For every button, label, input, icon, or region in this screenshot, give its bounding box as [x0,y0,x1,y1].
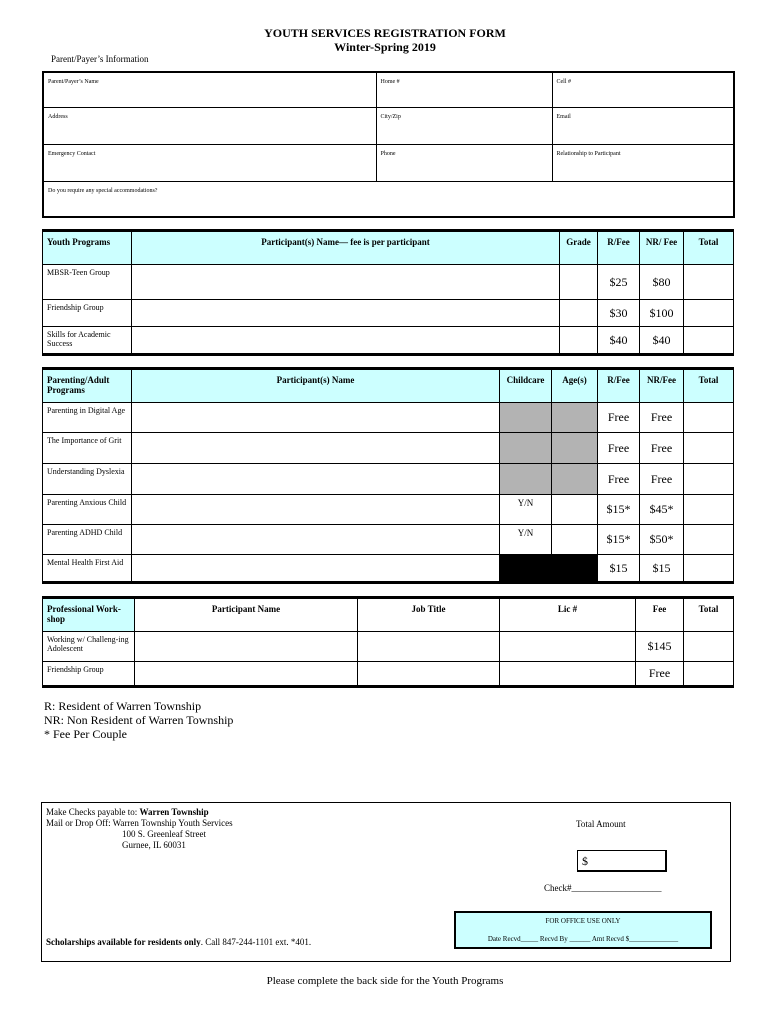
program-name: MBSR-Teen Group [43,265,132,300]
childcare-cell [500,433,552,464]
participant-name-input[interactable] [135,662,358,687]
youth-programs-table [42,229,734,356]
fee-legend [44,699,233,741]
r-fee-header: R/Fee [598,231,640,265]
form-subtitle: Winter-Spring 2019 [334,40,436,54]
nr-fee: Free [640,403,684,433]
make-checks-prefix: Make Checks payable to: [46,807,140,817]
participant-name-input[interactable] [132,555,500,583]
table-row [43,403,734,433]
fee: Free [636,662,684,687]
r-fee: Free [598,403,640,433]
program-name: Parenting ADHD Child [43,525,132,555]
total-input[interactable] [684,525,734,555]
accommodations-field[interactable] [43,181,734,217]
program-name: Friendship Group [43,662,135,687]
childcare-yn[interactable]: Y/N [500,525,552,555]
r-fee: $15 [598,555,640,583]
table-row [43,265,734,300]
r-fee: Free [598,433,640,464]
email-field[interactable] [552,107,734,144]
parent-info-table [42,71,735,218]
total-header: Total [684,369,734,403]
total-input[interactable] [684,632,734,662]
cell-phone-label: Cell # [556,79,571,85]
table-row [43,632,734,662]
table-row [43,525,734,555]
phone-label: Phone [380,150,396,157]
childcare-cell [500,555,552,583]
participant-name-header: Participant(s) Name— fee is per participant [132,231,560,265]
r-fee: $15* [598,495,640,525]
address-field[interactable] [43,107,376,144]
license-input[interactable] [500,662,636,687]
table-row [43,300,734,327]
city-zip-label: City/Zip [380,113,401,120]
total-amount-label: Total Amount [576,819,626,829]
r-fee: $15* [598,525,640,555]
license-input[interactable] [500,632,636,662]
participant-name-input[interactable] [132,464,500,495]
parent-name-field[interactable] [43,72,376,107]
ages-input[interactable] [552,525,598,555]
per-couple-legend: * Fee Per Couple [44,727,127,741]
footer-note: Please complete the back side for the Youth Programs [266,975,504,987]
r-fee: Free [598,464,640,495]
relationship-label: Relationship to Participant [556,150,621,157]
program-name: Working w/ Challeng-ing Adolescent [43,632,135,662]
youth-programs-header: Youth Programs [43,231,132,265]
scholarship-note [46,937,311,947]
cell-phone-field[interactable] [552,72,734,107]
non-resident-legend: NR: Non Resident of Warren Township [44,713,234,727]
ages-cell [552,433,598,464]
parenting-programs-table [42,367,734,584]
home-phone-field[interactable] [376,72,552,107]
check-number-field[interactable]: Check#____________________ [544,883,662,893]
participant-name-input[interactable] [135,632,358,662]
nr-fee: $45* [640,495,684,525]
program-name: The Importance of Grit [43,433,132,464]
program-name: Parenting Anxious Child [43,495,132,525]
relationship-field[interactable] [552,144,734,181]
ages-cell [552,555,598,583]
professional-workshop-header: Professional Work-shop [43,598,135,632]
license-header: Lic # [500,598,636,632]
total-input[interactable] [684,403,734,433]
mailing-info [46,807,233,851]
nr-fee: Free [640,464,684,495]
program-name: Parenting in Digital Age [43,403,132,433]
table-row [43,555,734,583]
r-fee: $25 [598,265,640,300]
section-label: Parent/Payer’s Information [51,54,149,64]
office-use-box [454,911,712,949]
total-input[interactable] [684,327,734,355]
city-line: Gurnee, IL 60031 [122,840,186,850]
nr-fee: Free [640,433,684,464]
total-header: Total [684,231,734,265]
address-label: Address [48,113,68,120]
participant-name-input[interactable] [132,300,560,327]
office-use-title: FOR OFFICE USE ONLY [545,917,621,925]
fee-header: Fee [636,598,684,632]
job-title-header: Job Title [358,598,500,632]
total-input[interactable] [684,495,734,525]
participant-name-input[interactable] [132,525,500,555]
total-input[interactable] [684,555,734,583]
table-row [43,464,734,495]
emergency-contact-field[interactable] [43,144,376,181]
parenting-programs-header: Parenting/Adult Programs [43,369,132,403]
childcare-header: Childcare [500,369,552,403]
nr-fee: $15 [640,555,684,583]
participant-name-header: Participant(s) Name [132,369,500,403]
office-use-fields: Date Recvd_____ Recvd By ______ Amt Recvd $______________ [487,935,679,943]
participant-name-input[interactable] [132,433,500,464]
mail-line: Mail or Drop Off: Warren Township Youth Services [46,818,233,828]
grade-input[interactable] [560,265,598,300]
table-row [43,433,734,464]
grade-input[interactable] [560,327,598,355]
home-phone-label: Home # [380,79,400,85]
total-amount-input[interactable]: $ [577,850,667,872]
ages-header: Age(s) [552,369,598,403]
table-row [43,495,734,525]
total-input[interactable] [684,300,734,327]
nr-fee: $80 [640,265,684,300]
program-name: Mental Health First Aid [43,555,132,583]
job-title-input[interactable] [358,662,500,687]
professional-workshop-table [42,596,734,688]
r-fee-header: R/Fee [598,369,640,403]
participant-name-input[interactable] [132,265,560,300]
nr-fee: $40 [640,327,684,355]
city-zip-field[interactable] [376,107,552,144]
ages-cell [552,403,598,433]
childcare-cell [500,464,552,495]
nr-fee: $100 [640,300,684,327]
participant-name-header: Participant Name [135,598,358,632]
emergency-contact-label: Emergency Contact [48,150,96,157]
participant-name-input[interactable] [132,495,500,525]
resident-legend: R: Resident of Warren Township [44,699,202,713]
street-line: 100 S. Greenleaf Street [122,829,206,839]
payee-name: Warren Township [139,807,209,817]
email-label: Email [556,113,571,120]
childcare-yn[interactable]: Y/N [500,495,552,525]
childcare-cell [500,403,552,433]
job-title-input[interactable] [358,632,500,662]
program-name: Friendship Group [43,300,132,327]
r-fee: $30 [598,300,640,327]
grade-header: Grade [560,231,598,265]
ages-input[interactable] [552,495,598,525]
participant-name-input[interactable] [132,327,560,355]
table-row [43,662,734,687]
nr-fee: $50* [640,525,684,555]
form-title: YOUTH SERVICES REGISTRATION FORM [264,26,506,40]
participant-name-input[interactable] [132,403,500,433]
grade-input[interactable] [560,300,598,327]
accommodations-label: Do you require any special accommodations? [48,187,158,194]
total-header: Total [684,598,734,632]
phone-field[interactable] [376,144,552,181]
total-input[interactable] [684,433,734,464]
nr-fee-header: NR/Fee [640,369,684,403]
total-input[interactable] [684,265,734,300]
scholarship-bold: Scholarships available for residents only [46,937,201,947]
parent-name-label: Parent/Payer’s Name [48,79,99,85]
table-row [43,327,734,355]
scholarship-rest: . Call 847-244-1101 ext. *401. [200,937,312,947]
nr-fee-header: NR/ Fee [640,231,684,265]
total-input[interactable] [684,464,734,495]
ages-cell [552,464,598,495]
r-fee: $40 [598,327,640,355]
payment-box [41,802,731,962]
fee: $145 [636,632,684,662]
program-name: Understanding Dyslexia [43,464,132,495]
program-name: Skills for Academic Success [43,327,132,355]
total-input[interactable] [684,662,734,687]
